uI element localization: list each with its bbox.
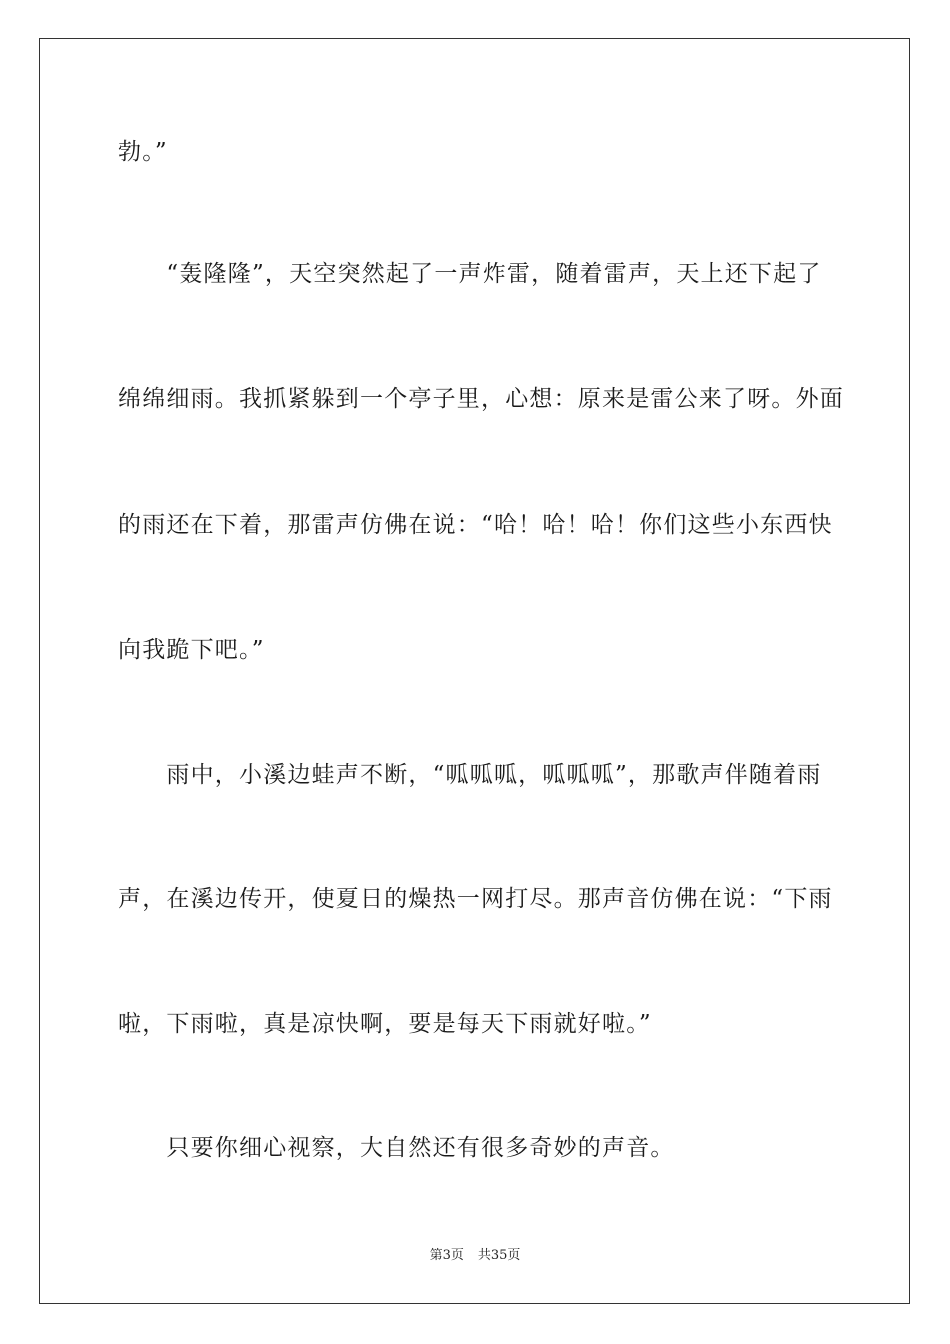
page-footer [0,1247,950,1265]
text-line-7: 声，在溪边传开，使夏日的燥热一网打尽。那声音仿佛在说：“下雨 [118,886,833,912]
text-line-1: 勃。” [118,139,168,165]
page-number: 第3页 [429,1248,464,1263]
text-line-8: 啦，下雨啦，真是凉快啊，要是每天下雨就好啦。” [118,1011,652,1037]
page-total: 共35页 [477,1248,521,1263]
text-line-4: 的雨还在下着，那雷声仿佛在说：“哈！哈！哈！你们这些小东西快 [118,512,833,538]
text-line-2: “轰隆隆”，天空突然起了一声炸雷，随着雷声，天上还下起了 [118,261,822,287]
text-line-5: 向我跪下吧。” [118,637,265,663]
text-line-3: 绵绵细雨。我抓紧躲到一个亭子里，心想：原来是雷公来了呀。外面 [118,386,844,412]
page-border [39,38,910,1304]
text-line-9: 只要你细心视察，大自然还有很多奇妙的声音。 [118,1135,675,1161]
text-line-6: 雨中，小溪边蛙声不断，“呱呱呱，呱呱呱”，那歌声伴随着雨 [118,762,822,788]
